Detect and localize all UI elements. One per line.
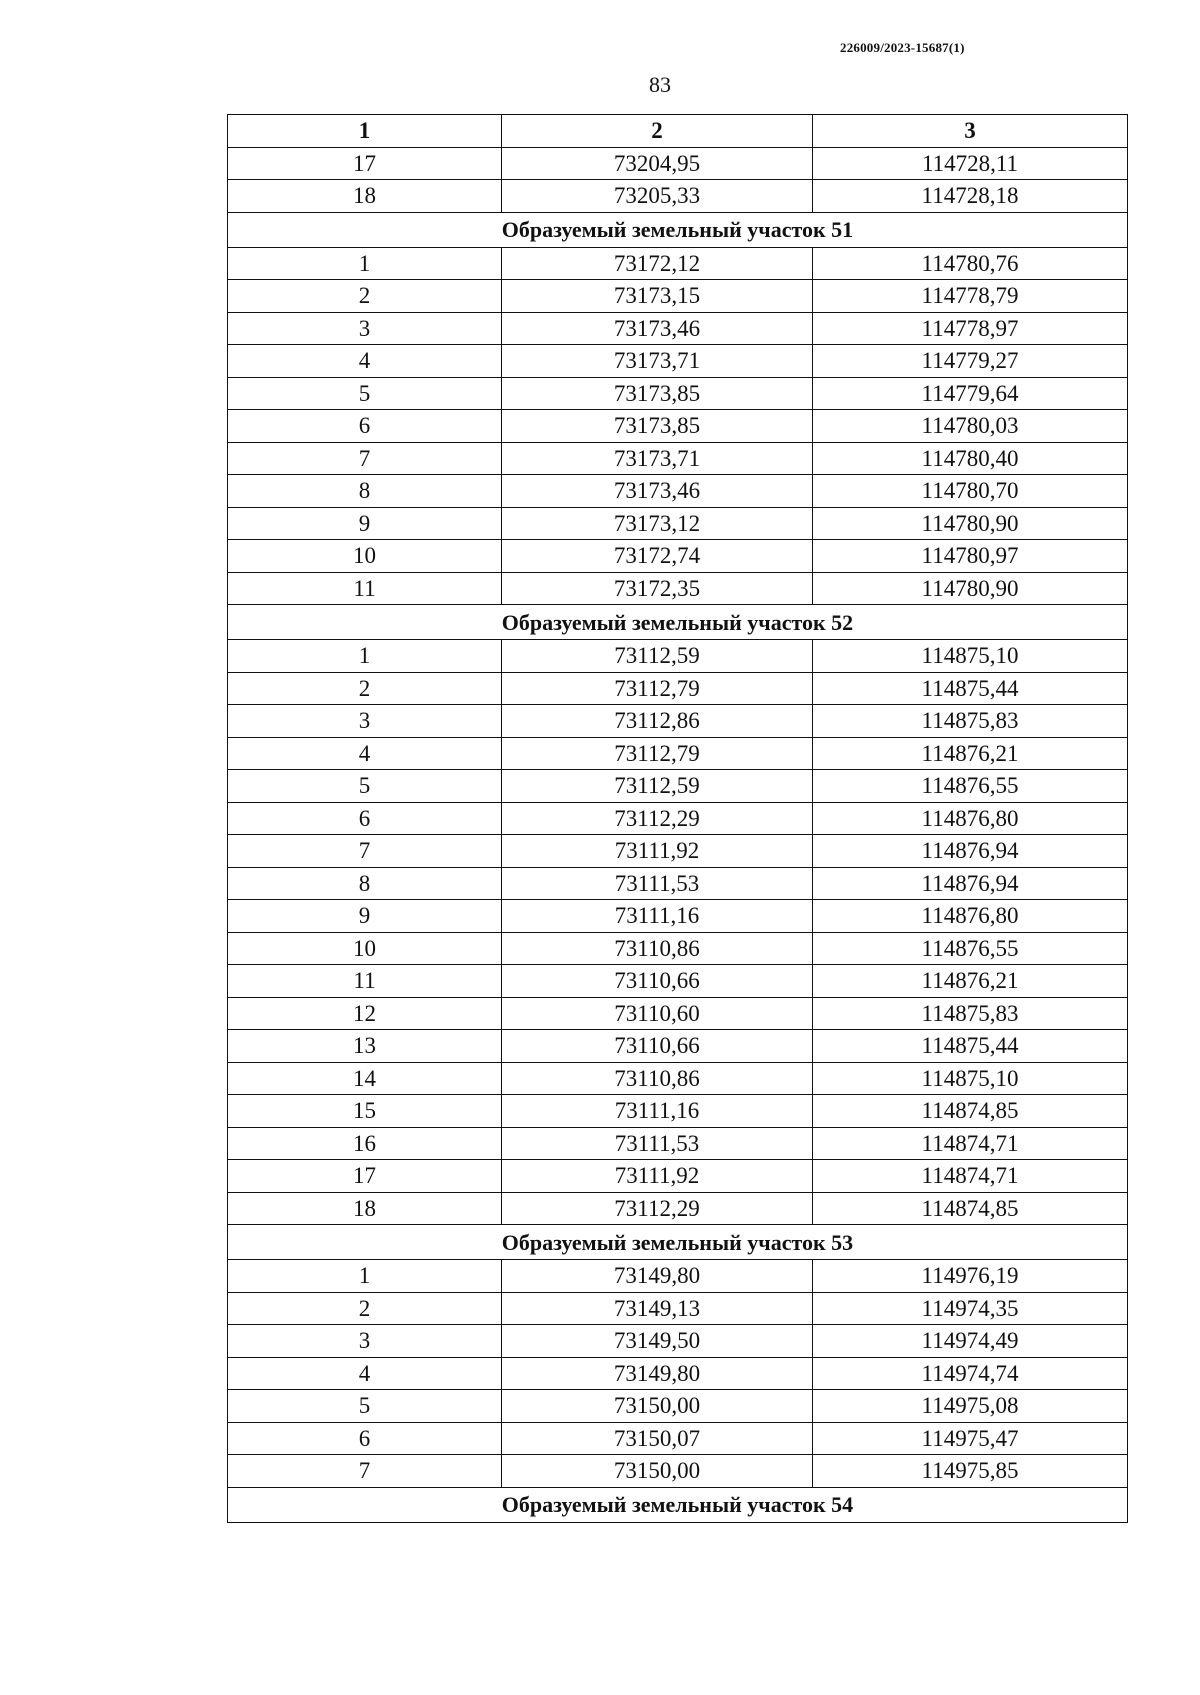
cell-x-coordinate: 73173,46: [502, 475, 813, 508]
cell-y-coordinate: 114778,79: [813, 280, 1128, 313]
cell-point-number: 1: [228, 640, 502, 673]
table-row: [228, 1390, 1128, 1423]
cell-x-coordinate: 73150,00: [502, 1390, 813, 1423]
table-row: [228, 997, 1128, 1030]
cell-y-coordinate: 114975,08: [813, 1390, 1128, 1423]
cell-y-coordinate: 114780,03: [813, 410, 1128, 443]
cell-point-number: 4: [228, 345, 502, 378]
cell-point-number: 7: [228, 835, 502, 868]
header-cell-y: 3: [813, 115, 1128, 148]
section-title: Образуемый земельный участок 53: [228, 1225, 1128, 1260]
cell-point-number: 3: [228, 312, 502, 345]
table-row: [228, 737, 1128, 770]
cell-x-coordinate: 73173,15: [502, 280, 813, 313]
cell-point-number: 14: [228, 1062, 502, 1095]
table-row: [228, 410, 1128, 443]
table-row: [228, 247, 1128, 280]
cell-point-number: 6: [228, 802, 502, 835]
cell-point-number: 10: [228, 540, 502, 573]
cell-x-coordinate: 73111,53: [502, 867, 813, 900]
cell-y-coordinate: 114876,55: [813, 770, 1128, 803]
cell-y-coordinate: 114876,80: [813, 802, 1128, 835]
cell-x-coordinate: 73111,16: [502, 900, 813, 933]
table-row: [228, 312, 1128, 345]
cell-x-coordinate: 73172,35: [502, 572, 813, 605]
cell-x-coordinate: 73110,86: [502, 932, 813, 965]
cell-point-number: 4: [228, 1357, 502, 1390]
table-row: [228, 475, 1128, 508]
table-row: [228, 640, 1128, 673]
cell-x-coordinate: 73110,66: [502, 1030, 813, 1063]
cell-x-coordinate: 73111,53: [502, 1127, 813, 1160]
cell-x-coordinate: 73111,92: [502, 835, 813, 868]
cell-point-number: 3: [228, 1325, 502, 1358]
cell-y-coordinate: 114780,76: [813, 247, 1128, 280]
table-row: [228, 180, 1128, 213]
cell-point-number: 7: [228, 442, 502, 475]
coordinates-table-container: [227, 114, 1127, 1523]
cell-point-number: 11: [228, 965, 502, 998]
table-row: [228, 572, 1128, 605]
section-row: [228, 1225, 1128, 1260]
table-row: [228, 1095, 1128, 1128]
cell-x-coordinate: 73205,33: [502, 180, 813, 213]
header-cell-point-number: 1: [228, 115, 502, 148]
cell-point-number: 1: [228, 247, 502, 280]
table-row: [228, 770, 1128, 803]
header-cell-x: 2: [502, 115, 813, 148]
cell-x-coordinate: 73111,92: [502, 1160, 813, 1193]
header-row: [228, 115, 1128, 148]
cell-y-coordinate: 114876,55: [813, 932, 1128, 965]
cell-x-coordinate: 73150,07: [502, 1422, 813, 1455]
cell-point-number: 16: [228, 1127, 502, 1160]
cell-y-coordinate: 114728,18: [813, 180, 1128, 213]
cell-y-coordinate: 114876,21: [813, 737, 1128, 770]
cell-x-coordinate: 73112,79: [502, 672, 813, 705]
cell-point-number: 5: [228, 1390, 502, 1423]
cell-y-coordinate: 114876,21: [813, 965, 1128, 998]
table-row: [228, 1455, 1128, 1488]
table-row: [228, 507, 1128, 540]
table-row: [228, 1160, 1128, 1193]
table-row: [228, 1357, 1128, 1390]
cell-y-coordinate: 114875,44: [813, 1030, 1128, 1063]
cell-x-coordinate: 73173,12: [502, 507, 813, 540]
table-row: [228, 1062, 1128, 1095]
section-title: Образуемый земельный участок 54: [228, 1487, 1128, 1522]
cell-y-coordinate: 114875,10: [813, 1062, 1128, 1095]
cell-point-number: 10: [228, 932, 502, 965]
cell-x-coordinate: 73111,16: [502, 1095, 813, 1128]
cell-y-coordinate: 114875,83: [813, 997, 1128, 1030]
cell-y-coordinate: 114975,47: [813, 1422, 1128, 1455]
table-row: [228, 965, 1128, 998]
cell-point-number: 18: [228, 1192, 502, 1225]
cell-x-coordinate: 73172,74: [502, 540, 813, 573]
cell-y-coordinate: 114874,71: [813, 1160, 1128, 1193]
table-row: [228, 1192, 1128, 1225]
table-row: [228, 1030, 1128, 1063]
cell-y-coordinate: 114780,40: [813, 442, 1128, 475]
cell-y-coordinate: 114874,71: [813, 1127, 1128, 1160]
cell-x-coordinate: 73112,79: [502, 737, 813, 770]
table-header: [228, 115, 1128, 148]
cell-point-number: 4: [228, 737, 502, 770]
cell-x-coordinate: 73149,80: [502, 1260, 813, 1293]
cell-y-coordinate: 114976,19: [813, 1260, 1128, 1293]
cell-y-coordinate: 114876,94: [813, 867, 1128, 900]
cell-x-coordinate: 73149,13: [502, 1292, 813, 1325]
cell-x-coordinate: 73110,86: [502, 1062, 813, 1095]
cell-point-number: 5: [228, 770, 502, 803]
table-row: [228, 442, 1128, 475]
table-row: [228, 932, 1128, 965]
cell-y-coordinate: 114876,94: [813, 835, 1128, 868]
table-row: [228, 672, 1128, 705]
table-row: [228, 280, 1128, 313]
cell-y-coordinate: 114974,49: [813, 1325, 1128, 1358]
cell-y-coordinate: 114874,85: [813, 1192, 1128, 1225]
cell-point-number: 18: [228, 180, 502, 213]
cell-x-coordinate: 73112,86: [502, 705, 813, 738]
cell-point-number: 17: [228, 1160, 502, 1193]
cell-point-number: 13: [228, 1030, 502, 1063]
cell-y-coordinate: 114874,85: [813, 1095, 1128, 1128]
cell-x-coordinate: 73173,71: [502, 345, 813, 378]
table-row: [228, 867, 1128, 900]
cell-y-coordinate: 114778,97: [813, 312, 1128, 345]
cell-point-number: 8: [228, 475, 502, 508]
cell-point-number: 9: [228, 900, 502, 933]
cell-point-number: 15: [228, 1095, 502, 1128]
cell-x-coordinate: 73112,59: [502, 640, 813, 673]
cell-y-coordinate: 114974,74: [813, 1357, 1128, 1390]
table-row: [228, 377, 1128, 410]
table-row: [228, 345, 1128, 378]
cell-point-number: 5: [228, 377, 502, 410]
cell-point-number: 3: [228, 705, 502, 738]
cell-point-number: 17: [228, 147, 502, 180]
cell-y-coordinate: 114779,64: [813, 377, 1128, 410]
cell-point-number: 9: [228, 507, 502, 540]
cell-y-coordinate: 114875,83: [813, 705, 1128, 738]
table-row: [228, 705, 1128, 738]
cell-point-number: 1: [228, 1260, 502, 1293]
cell-x-coordinate: 73204,95: [502, 147, 813, 180]
cell-x-coordinate: 73173,85: [502, 377, 813, 410]
section-row: [228, 605, 1128, 640]
table-body: [228, 147, 1128, 1522]
page-number: 83: [649, 72, 671, 97]
table-row: [228, 1127, 1128, 1160]
section-title: Образуемый земельный участок 52: [228, 605, 1128, 640]
cell-y-coordinate: 114780,90: [813, 572, 1128, 605]
cell-x-coordinate: 73149,80: [502, 1357, 813, 1390]
document-id: 226009/2023-15687(1): [840, 40, 965, 55]
cell-point-number: 2: [228, 1292, 502, 1325]
cell-x-coordinate: 73172,12: [502, 247, 813, 280]
cell-point-number: 12: [228, 997, 502, 1030]
cell-y-coordinate: 114780,97: [813, 540, 1128, 573]
table-row: [228, 1260, 1128, 1293]
cell-point-number: 6: [228, 1422, 502, 1455]
cell-x-coordinate: 73110,66: [502, 965, 813, 998]
cell-x-coordinate: 73173,85: [502, 410, 813, 443]
table-row: [228, 1292, 1128, 1325]
section-row: [228, 1487, 1128, 1522]
cell-x-coordinate: 73173,71: [502, 442, 813, 475]
table-row: [228, 802, 1128, 835]
cell-x-coordinate: 73112,59: [502, 770, 813, 803]
cell-y-coordinate: 114876,80: [813, 900, 1128, 933]
table-row: [228, 147, 1128, 180]
cell-y-coordinate: 114974,35: [813, 1292, 1128, 1325]
cell-point-number: 11: [228, 572, 502, 605]
cell-y-coordinate: 114875,44: [813, 672, 1128, 705]
cell-x-coordinate: 73110,60: [502, 997, 813, 1030]
cell-y-coordinate: 114779,27: [813, 345, 1128, 378]
cell-x-coordinate: 73112,29: [502, 802, 813, 835]
coordinates-table: [227, 114, 1128, 1523]
cell-y-coordinate: 114780,90: [813, 507, 1128, 540]
cell-point-number: 2: [228, 280, 502, 313]
cell-x-coordinate: 73150,00: [502, 1455, 813, 1488]
table-row: [228, 900, 1128, 933]
cell-y-coordinate: 114975,85: [813, 1455, 1128, 1488]
cell-x-coordinate: 73149,50: [502, 1325, 813, 1358]
cell-y-coordinate: 114780,70: [813, 475, 1128, 508]
table-row: [228, 835, 1128, 868]
cell-point-number: 2: [228, 672, 502, 705]
table-row: [228, 1325, 1128, 1358]
cell-point-number: 8: [228, 867, 502, 900]
section-row: [228, 212, 1128, 247]
table-row: [228, 1422, 1128, 1455]
cell-point-number: 6: [228, 410, 502, 443]
cell-y-coordinate: 114875,10: [813, 640, 1128, 673]
cell-y-coordinate: 114728,11: [813, 147, 1128, 180]
cell-x-coordinate: 73112,29: [502, 1192, 813, 1225]
cell-point-number: 7: [228, 1455, 502, 1488]
cell-x-coordinate: 73173,46: [502, 312, 813, 345]
section-title: Образуемый земельный участок 51: [228, 212, 1128, 247]
table-row: [228, 540, 1128, 573]
